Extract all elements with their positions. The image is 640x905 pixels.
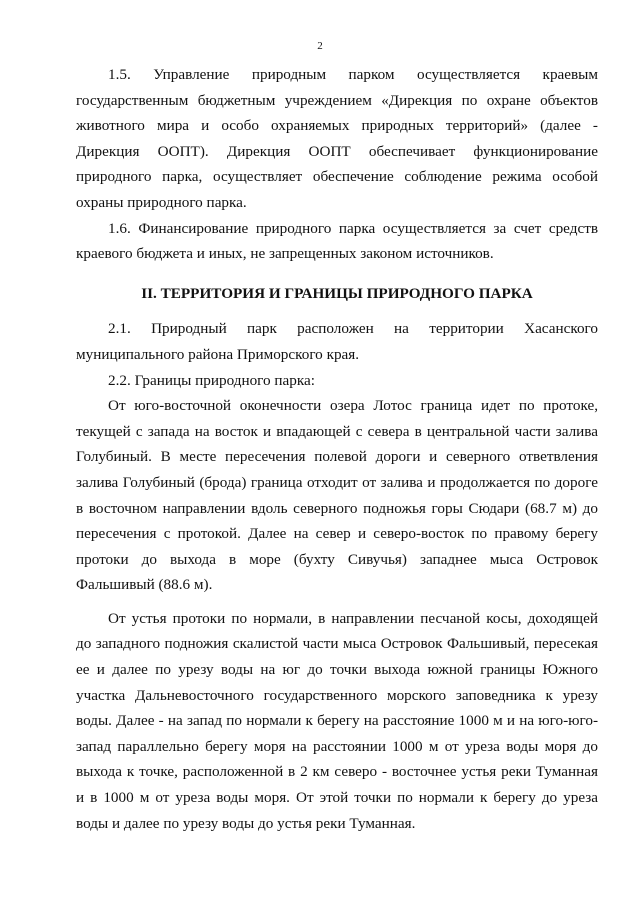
territory-block bbox=[76, 316, 598, 836]
text-line: пересечения с протокой. Далее на север и северо-восток по правому берегу bbox=[76, 525, 598, 543]
paragraph-p2-1 bbox=[76, 316, 598, 367]
text-line: государственным бюджетным учреждением «Дирекция по охране объектов bbox=[76, 91, 598, 109]
text-line: 1.5. Управление природным парком осуществляется краевым bbox=[108, 66, 598, 83]
text-line: залива Голубиный (брода) граница отходит от залива и продолжается по дороге bbox=[76, 473, 598, 491]
text-line: 2.1. Природный парк расположен на территории Хасанского bbox=[108, 320, 598, 338]
text-line: до западного подножия скалистой части мыса Островок Фальшивый, пересекая bbox=[76, 635, 598, 653]
text-line: краевого бюджета и иных, не запрещенных законом источников. bbox=[76, 245, 494, 263]
text-line: выхода к точке, расположенной в 2 км северо - восточнее устья реки Туманная bbox=[76, 763, 598, 781]
text-line: природного парка, осуществляет обеспечение соблюдение режима особой bbox=[76, 168, 598, 186]
text-line: животного мира и особо охраняемых природных территорий» (далее - bbox=[76, 117, 598, 135]
text-line: воды и далее по урезу воды до устья реки Туманная. bbox=[76, 814, 416, 832]
text-line: запад параллельно берегу моря на расстоянии 1000 м от уреза воды моря до bbox=[76, 737, 598, 755]
text-line: 2.2. Границы природного парка: bbox=[108, 371, 315, 389]
text-line: текущей с запада на восток и впадающей с севера в центральной части залива bbox=[76, 422, 598, 440]
paragraph-p-border2 bbox=[76, 606, 598, 836]
text-line: и в 1000 м от уреза воды моря. От этой точки по нормали к берегу до уреза bbox=[76, 789, 598, 807]
document-body bbox=[76, 62, 598, 836]
text-line: ее и далее по урезу воды на юг до точки выхода южной границы Южного bbox=[76, 661, 598, 679]
paragraph-p2-2 bbox=[76, 368, 598, 394]
text-line: протоки до выхода в море (бухту Сивучья) западнее мыса Островок bbox=[76, 550, 598, 568]
text-line: участка Дальневосточного государственного морского заповедника к урезу bbox=[76, 686, 598, 704]
general-provisions-block bbox=[76, 62, 598, 267]
text-line: 1.6. Финансирование природного парка осуществляется за счет средств bbox=[108, 219, 598, 237]
paragraph-p1-5 bbox=[76, 62, 598, 216]
paragraph-p-border1 bbox=[76, 393, 598, 598]
page-number: 2 bbox=[317, 40, 323, 52]
text-line: От юго-восточной оконечности озера Лотос граница идет по протоке, bbox=[108, 397, 598, 415]
text-line: Дирекция ООПТ). Дирекция ООПТ обеспечивает функционирование bbox=[76, 142, 598, 160]
text-line: Фальшивый (88.6 м). bbox=[76, 576, 213, 594]
text-line: воды. Далее - на запад по нормали к берегу на расстояние 1000 м и на юго-юго- bbox=[76, 712, 598, 730]
text-line: охраны природного парка. bbox=[76, 193, 247, 211]
text-line: муниципального района Приморского края. bbox=[76, 345, 360, 363]
paragraph-p1-6 bbox=[76, 216, 598, 267]
text-line: Голубиный. В месте пересечения полевой дороги и северного ответвления bbox=[76, 448, 598, 466]
text-line: От устья протоки по нормали, в направлении песчаной косы, доходящей bbox=[108, 609, 598, 627]
section-heading: II. ТЕРРИТОРИЯ И ГРАНИЦЫ ПРИРОДНОГО ПАРКА bbox=[141, 284, 533, 302]
text-line: в восточном направлении вдоль северного подножья горы Сюдари (68.7 м) до bbox=[76, 499, 598, 517]
